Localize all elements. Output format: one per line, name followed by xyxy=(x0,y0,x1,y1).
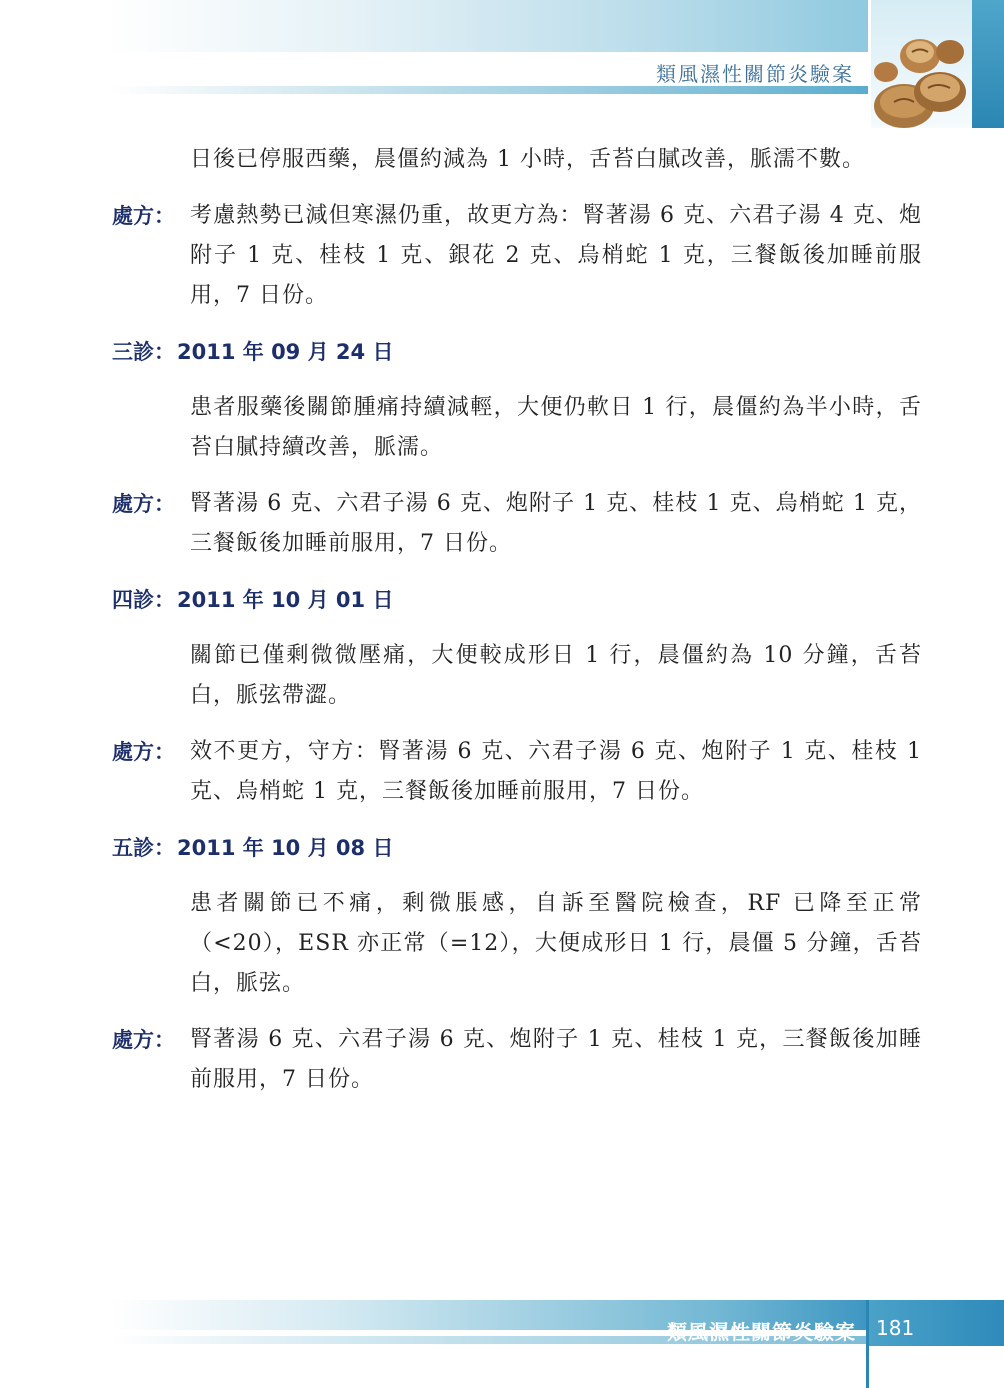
prescription-block xyxy=(112,484,922,564)
paragraph xyxy=(112,140,922,180)
paragraph xyxy=(112,636,922,716)
prescription-block xyxy=(112,196,922,316)
prescription-label: 處方： xyxy=(112,1028,175,1052)
paragraph-text: 患者關節已不痛，剩微脹感，自訴至醫院檢查，RF 已降至正常（<20），ESR 亦正常（=12），大便成形日 1 行，晨僵 5 分鐘，舌苔白，脈弦。 xyxy=(190,891,922,996)
prescription-block xyxy=(112,1020,922,1100)
page-body xyxy=(112,140,922,1100)
prescription-text: 腎著湯 6 克、六君子湯 6 克、炮附子 1 克、桂枝 1 克，三餐飯後加睡前服用，7 日份。 xyxy=(190,1027,922,1092)
visit-heading xyxy=(112,580,922,620)
paragraph-text: 關節已僅剩微微壓痛，大便較成形日 1 行，晨僵約為 10 分鐘，舌苔白，脈弦帶澀。 xyxy=(190,643,922,708)
prescription-label: 處方： xyxy=(112,204,175,228)
visit-label: 四診： xyxy=(112,588,175,612)
running-footer-title: 類風濕性關節炎驗案 xyxy=(667,1320,856,1344)
prescription-text: 考慮熱勢已減但寒濕仍重，故更方為：腎著湯 6 克、六君子湯 4 克、炮附子 1 克、桂枝 1 克、銀花 2 克、烏梢蛇 1 克，三餐飯後加睡前服用，7 日份。 xyxy=(190,203,922,308)
header-edge-strip xyxy=(972,0,1004,128)
running-header-title: 類風濕性關節炎驗案 xyxy=(656,62,854,86)
paragraph xyxy=(112,884,922,1004)
paragraph-text: 日後已停服西藥，晨僵約減為 1 小時，舌苔白膩改善，脈濡不數。 xyxy=(190,147,865,172)
visit-date: 2011 年 10 月 08 日 xyxy=(177,836,394,860)
header-rule xyxy=(110,86,870,94)
herb-image xyxy=(864,22,976,130)
paragraph xyxy=(112,388,922,468)
visit-date: 2011 年 09 月 24 日 xyxy=(177,340,394,364)
visit-date: 2011 年 10 月 01 日 xyxy=(177,588,394,612)
prescription-text: 腎著湯 6 克、六君子湯 6 克、炮附子 1 克、桂枝 1 克、烏梢蛇 1 克，三餐飯後加睡前服用，7 日份。 xyxy=(190,491,922,556)
prescription-label: 處方： xyxy=(112,492,175,516)
visit-heading xyxy=(112,828,922,868)
visit-heading xyxy=(112,332,922,372)
prescription-text: 效不更方，守方：腎著湯 6 克、六君子湯 6 克、炮附子 1 克、桂枝 1 克、烏梢蛇 1 克，三餐飯後加睡前服用，7 日份。 xyxy=(190,739,922,804)
paragraph-text: 患者服藥後關節腫痛持續減輕，大便仍軟日 1 行，晨僵約為半小時，舌苔白膩持續改善，脈濡。 xyxy=(190,395,922,460)
header-band xyxy=(0,0,870,52)
prescription-block xyxy=(112,732,922,812)
page-number: 181 xyxy=(876,1316,915,1340)
visit-label: 五診： xyxy=(112,836,175,860)
footer-divider xyxy=(866,1300,869,1388)
prescription-label: 處方： xyxy=(112,740,175,764)
visit-label: 三診： xyxy=(112,340,175,364)
